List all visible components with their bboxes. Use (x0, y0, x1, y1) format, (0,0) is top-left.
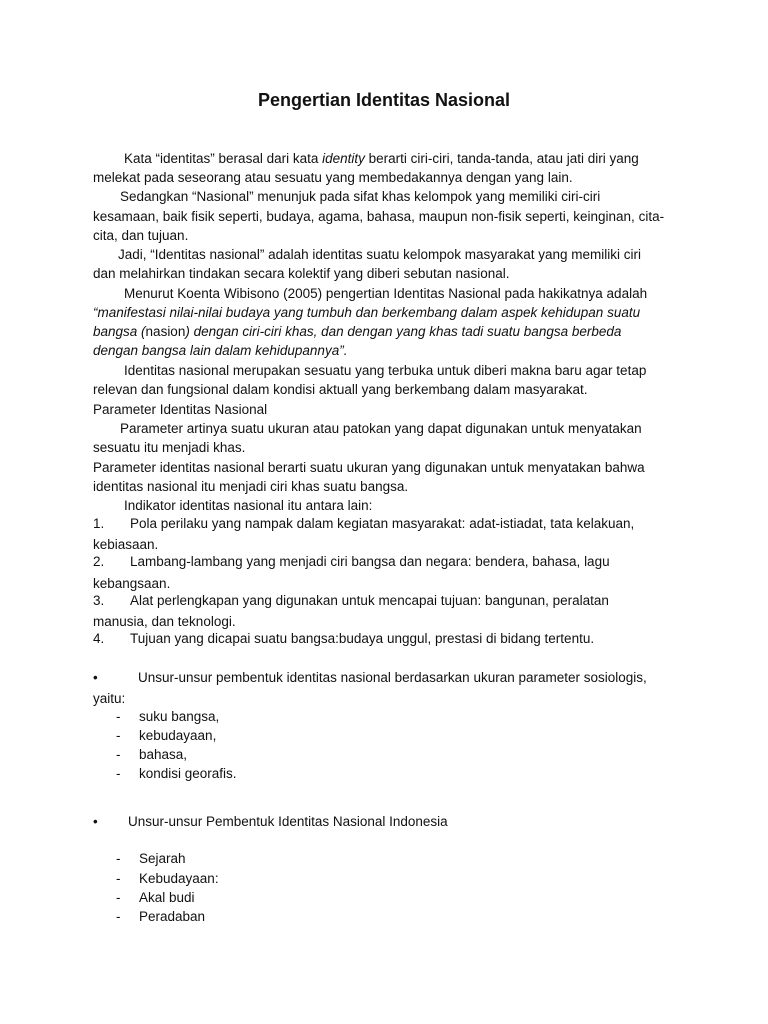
paragraph-line: cita, dan tujuan. (93, 228, 189, 243)
dash-icon: - (116, 890, 121, 905)
sub-list-item: Kebudayaan: (139, 871, 219, 886)
paragraph-line: Identitas nasional merupakan sesuatu yang terbuka untuk diberi makna baru agar tetap (124, 363, 647, 378)
paragraph-line: identitas nasional itu menjadi ciri khas suatu bangsa. (93, 479, 409, 494)
list-number: 2. (93, 554, 105, 569)
bullet-text: Unsur-unsur Pembentuk Identitas Nasional Indonesia (128, 814, 448, 829)
page-title: Pengertian Identitas Nasional (257, 90, 511, 110)
sub-list-item: Akal budi (139, 890, 195, 905)
sub-list-item: bahasa, (139, 747, 188, 762)
list-number: 1. (93, 516, 105, 531)
italic-quote: “manifestasi nilai-nilai budaya yang tumbuh dan berkembang dalam aspek kehidupan suatu (93, 305, 641, 320)
italic-quote: bangsa ( (93, 324, 146, 339)
list-item: Pola perilaku yang nampak dalam kegiatan masyarakat: adat-istiadat, tata kelakuan, (130, 516, 635, 531)
dash-icon: - (116, 747, 121, 762)
paragraph-line (124, 149, 639, 168)
list-number: 3. (93, 593, 105, 608)
list-item: Lambang-lambang yang menjadi ciri bangsa dan negara: bendera, bahasa, lagu (130, 554, 610, 569)
bullet-text-continuation: yaitu: (93, 691, 126, 706)
dash-icon: - (116, 728, 121, 743)
sub-list-item: kebudayaan, (139, 728, 217, 743)
dash-icon: - (116, 766, 121, 781)
paragraph-line: sesuatu itu menjadi khas. (93, 440, 246, 455)
paragraph-line: dan melahirkan tindakan secara kolektif yang diberi sebutan nasional. (93, 266, 510, 281)
paragraph-line: melekat pada seseorang atau sesuatu yang membedakannya dengan yang lain. (93, 170, 573, 185)
section-heading: Parameter Identitas Nasional (93, 402, 268, 417)
bullet-text: Unsur-unsur pembentuk identitas nasional berdasarkan ukuran parameter sosiologis, (138, 670, 647, 685)
paragraph-line: Parameter identitas nasional berarti suatu ukuran yang digunakan untuk menyatakan bahwa (93, 460, 645, 475)
paragraph-line: relevan dan fungsional dalam kondisi aktuall yang berkembang dalam masyarakat. (93, 382, 588, 397)
list-number: 4. (93, 631, 105, 646)
dash-icon: - (116, 871, 121, 886)
dash-icon: - (116, 709, 121, 724)
list-item: Tujuan yang dicapai suatu bangsa:budaya unggul, prestasi di bidang tertentu. (130, 631, 595, 646)
list-item-continuation: kebiasaan. (93, 537, 159, 552)
sub-list-item: Sejarah (139, 851, 186, 866)
bullet-icon: • (93, 670, 98, 685)
text-span: nasion (145, 324, 186, 339)
italic-quote: dengan bangsa lain dalam kehidupannya”. (93, 343, 348, 358)
sub-list-item: Peradaban (139, 909, 206, 924)
list-item-continuation: manusia, dan teknologi. (93, 614, 236, 629)
paragraph-line: Jadi, “Identitas nasional” adalah identitas suatu kelompok masyarakat yang memiliki ciri (118, 247, 641, 262)
bullet-icon: • (93, 814, 98, 829)
text-span: berarti ciri-ciri, tanda-tanda, atau jati diri yang (364, 151, 639, 166)
paragraph-line: kesamaan, baik fisik seperti, budaya, agama, bahasa, maupun non-fisik seperti, keinginan, cita- (93, 209, 665, 224)
list-item: Alat perlengkapan yang digunakan untuk mencapai tujuan: bangunan, peralatan (130, 593, 609, 608)
paragraph-line: Indikator identitas nasional itu antara lain: (124, 498, 373, 513)
paragraph-line (93, 322, 621, 341)
sub-list-item: kondisi georafis. (139, 766, 237, 781)
italic-term: identity (322, 151, 365, 166)
italic-quote: ) dengan ciri-ciri khas, dan dengan yang khas tadi suatu bangsa berbeda (185, 324, 622, 339)
paragraph-line (93, 303, 640, 322)
paragraph-line: Menurut Koenta Wibisono (2005) pengertian Identitas Nasional pada hakikatnya adalah (124, 286, 648, 301)
paragraph-line: Sedangkan “Nasional” menunjuk pada sifat khas kelompok yang memiliki ciri-ciri (120, 189, 601, 204)
dash-icon: - (116, 851, 121, 866)
dash-icon: - (116, 909, 121, 924)
sub-list-item: suku bangsa, (139, 709, 220, 724)
text-span: Kata “identitas” berasal dari kata (124, 151, 323, 166)
paragraph-line (93, 341, 347, 360)
list-item-continuation: kebangsaan. (93, 576, 171, 591)
paragraph-line: Parameter artinya suatu ukuran atau patokan yang dapat digunakan untuk menyatakan (120, 421, 642, 436)
